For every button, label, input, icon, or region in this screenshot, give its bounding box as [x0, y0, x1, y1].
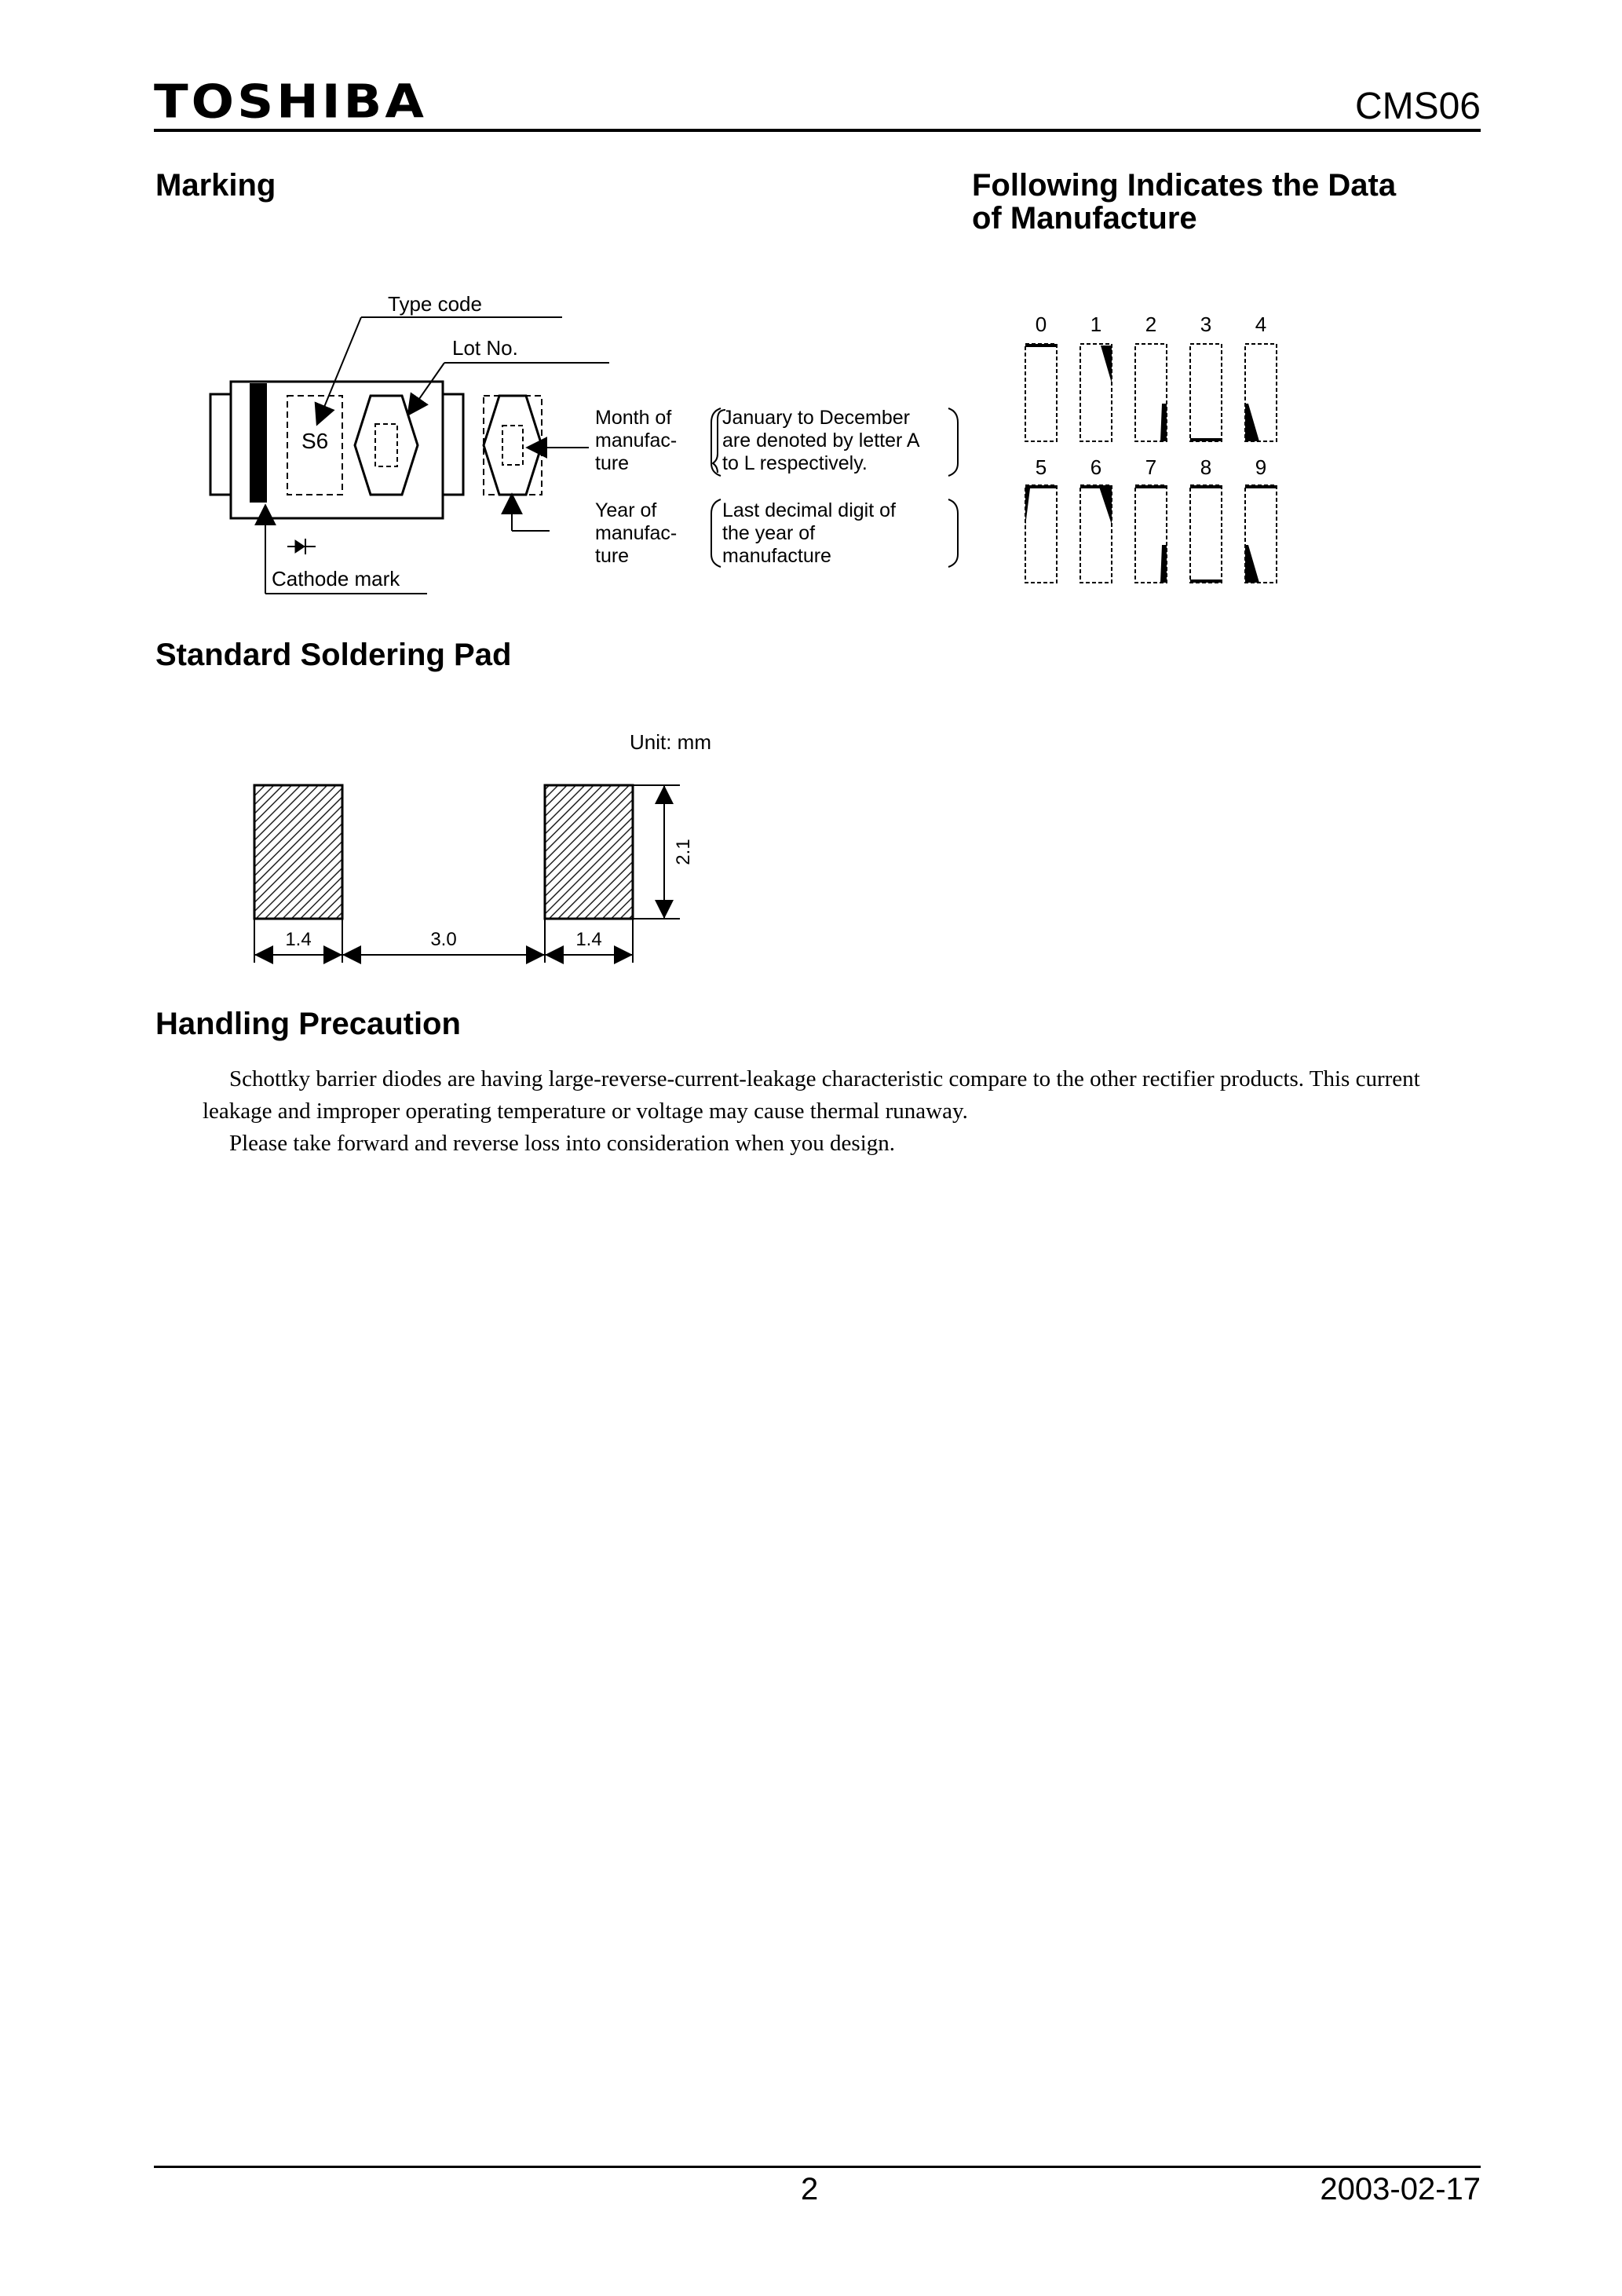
lot-detail-area — [484, 396, 542, 495]
lead-left — [210, 394, 231, 495]
marking-title: Marking — [155, 168, 276, 203]
digit-label: 1 — [1090, 313, 1102, 336]
manufacture-title-line1: Following Indicates the Data — [972, 168, 1397, 203]
handling-text — [203, 1063, 1481, 1160]
digit-label: 6 — [1090, 455, 1102, 479]
cathode-band — [250, 383, 267, 503]
pad-width-label-right: 1.4 — [575, 929, 602, 950]
gap-label: 3.0 — [430, 929, 457, 950]
digit-label: 5 — [1035, 455, 1047, 479]
soldering-pad-diagram — [236, 770, 722, 982]
revision-date: 2003-02-17 — [1320, 2172, 1481, 2206]
cathode-mark-label: Cathode mark — [272, 567, 400, 590]
unit-label: Unit: mm — [630, 730, 711, 754]
handling-title: Handling Precaution — [155, 1007, 461, 1041]
type-code-label: Type code — [388, 292, 482, 316]
digit-box — [1190, 344, 1222, 441]
digit-box — [1190, 485, 1222, 583]
month-note: January to December are denoted by letter A to L respectively. — [722, 407, 920, 474]
part-number: CMS06 — [1354, 86, 1481, 127]
pad-width-label: 1.4 — [285, 929, 312, 950]
page-number: 2 — [801, 2172, 819, 2206]
digit-label: 2 — [1145, 313, 1157, 336]
handling-paragraph-1: Schottky barrier diodes are having large-reverse-current-leakage characteristic compare to the other rectifier products. This current leakage and improper operating temperature or voltage may cause thermal runaway. — [203, 1066, 1420, 1124]
year-label: Year of manufac- ture — [595, 499, 678, 567]
digit-box — [1025, 485, 1057, 583]
digit-label: 9 — [1255, 455, 1267, 479]
year-note: Last decimal digit of the year of manufacture — [722, 499, 896, 567]
lot-detail-hexagon — [484, 396, 542, 495]
pad-right — [545, 785, 633, 919]
lot-inner — [375, 424, 397, 466]
lot-hexagon — [355, 396, 418, 495]
lead-right — [443, 394, 463, 495]
month-label: Month of manufac- ture — [595, 407, 678, 474]
brand-logo: TOSHIBA — [154, 75, 427, 130]
digit-label: 4 — [1255, 313, 1267, 336]
footer-rule — [154, 2166, 1481, 2168]
lot-no-label: Lot No. — [452, 336, 518, 360]
pad-left — [254, 785, 342, 919]
year-code-figures — [1013, 306, 1295, 589]
soldering-pad-title: Standard Soldering Pad — [155, 638, 512, 672]
digit-label: 8 — [1200, 455, 1212, 479]
handling-paragraph-2: Please take forward and reverse loss into consideration when you design. — [229, 1131, 896, 1156]
digit-label: 0 — [1035, 313, 1047, 336]
digit-label: 7 — [1145, 455, 1157, 479]
digit-box — [1025, 344, 1057, 441]
lot-detail-inner — [502, 426, 523, 465]
manufacture-title-line2: of Manufacture — [972, 201, 1197, 236]
pad-height-label: 2.1 — [673, 839, 694, 865]
digit-label: 3 — [1200, 313, 1212, 336]
type-code-value: S6 — [301, 429, 329, 453]
